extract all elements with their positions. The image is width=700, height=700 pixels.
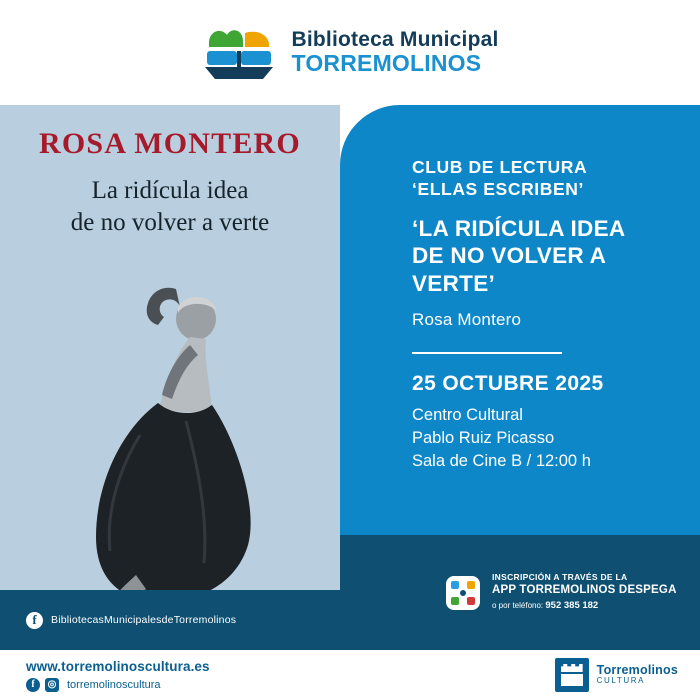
club-name <box>412 157 674 201</box>
footer-left <box>0 659 210 692</box>
work-title <box>412 215 674 297</box>
registration-text <box>492 572 677 612</box>
cover-book-title-line-2: de no volver a verte <box>70 209 270 236</box>
venue-line-1: Centro Cultural <box>412 406 523 425</box>
work-title-line-1: ‘LA RIDÍCULA IDEA <box>412 215 626 241</box>
event-content <box>340 105 700 472</box>
logo-line-2: TORREMOLINOS <box>291 50 482 77</box>
cover-author: ROSA MONTERO <box>39 127 301 160</box>
registration-line-3 <box>492 600 677 612</box>
footer-brand <box>555 658 678 692</box>
facebook-icon[interactable]: f <box>26 678 40 692</box>
facebook-strip[interactable] <box>0 590 340 650</box>
facebook-handle: BibliotecasMunicipalesdeTorremolinos <box>51 614 237 626</box>
book-cover-panel <box>0 105 340 650</box>
brand-text <box>597 664 678 686</box>
club-name-line-2: ‘ELLAS ESCRIBEN’ <box>412 178 584 199</box>
registration-strip <box>340 535 700 650</box>
brand-line-1: Torremolinos <box>596 663 678 678</box>
work-author: Rosa Montero <box>412 310 522 330</box>
venue-line-2: Pablo Ruiz Picasso <box>412 428 555 447</box>
phone-number: 952 385 182 <box>545 600 599 612</box>
logo-text <box>291 29 498 75</box>
dancer-illustration <box>0 245 340 645</box>
event-venue <box>412 404 674 472</box>
work-title-line-3: VERTE’ <box>412 270 496 296</box>
phone-label: o por teléfono: <box>492 601 544 611</box>
brand-line-2: CULTURA <box>596 676 646 686</box>
torremolinos-crest-icon <box>555 658 589 692</box>
event-date: 25 OCTUBRE 2025 <box>412 372 604 396</box>
registration-line-1: INSCRIPCIÓN A TRAVÉS DE LA <box>492 572 628 583</box>
instagram-icon[interactable]: ◎ <box>45 678 59 692</box>
club-name-line-1: CLUB DE LECTURA <box>412 157 588 177</box>
footer <box>0 650 700 700</box>
facebook-icon: f <box>26 612 43 629</box>
logo-line-1: Biblioteca Municipal <box>291 28 499 52</box>
cover-book-title-line-1: La ridícula idea <box>91 177 249 204</box>
registration-line-2: APP TORREMOLINOS DESPEGA <box>492 584 677 597</box>
work-title-line-2: DE NO VOLVER A <box>412 243 607 269</box>
divider <box>412 352 562 354</box>
venue-line-3: Sala de Cine B / 12:00 h <box>412 451 591 470</box>
header <box>0 0 700 105</box>
social-links <box>26 678 210 692</box>
social-handle: torremolinoscultura <box>67 678 161 691</box>
cover-title-block <box>0 127 340 239</box>
cover-book-title <box>0 175 340 239</box>
app-qr-icon <box>446 576 480 610</box>
website-link[interactable]: www.torremolinoscultura.es <box>26 658 210 674</box>
library-logo-icon <box>201 23 277 83</box>
